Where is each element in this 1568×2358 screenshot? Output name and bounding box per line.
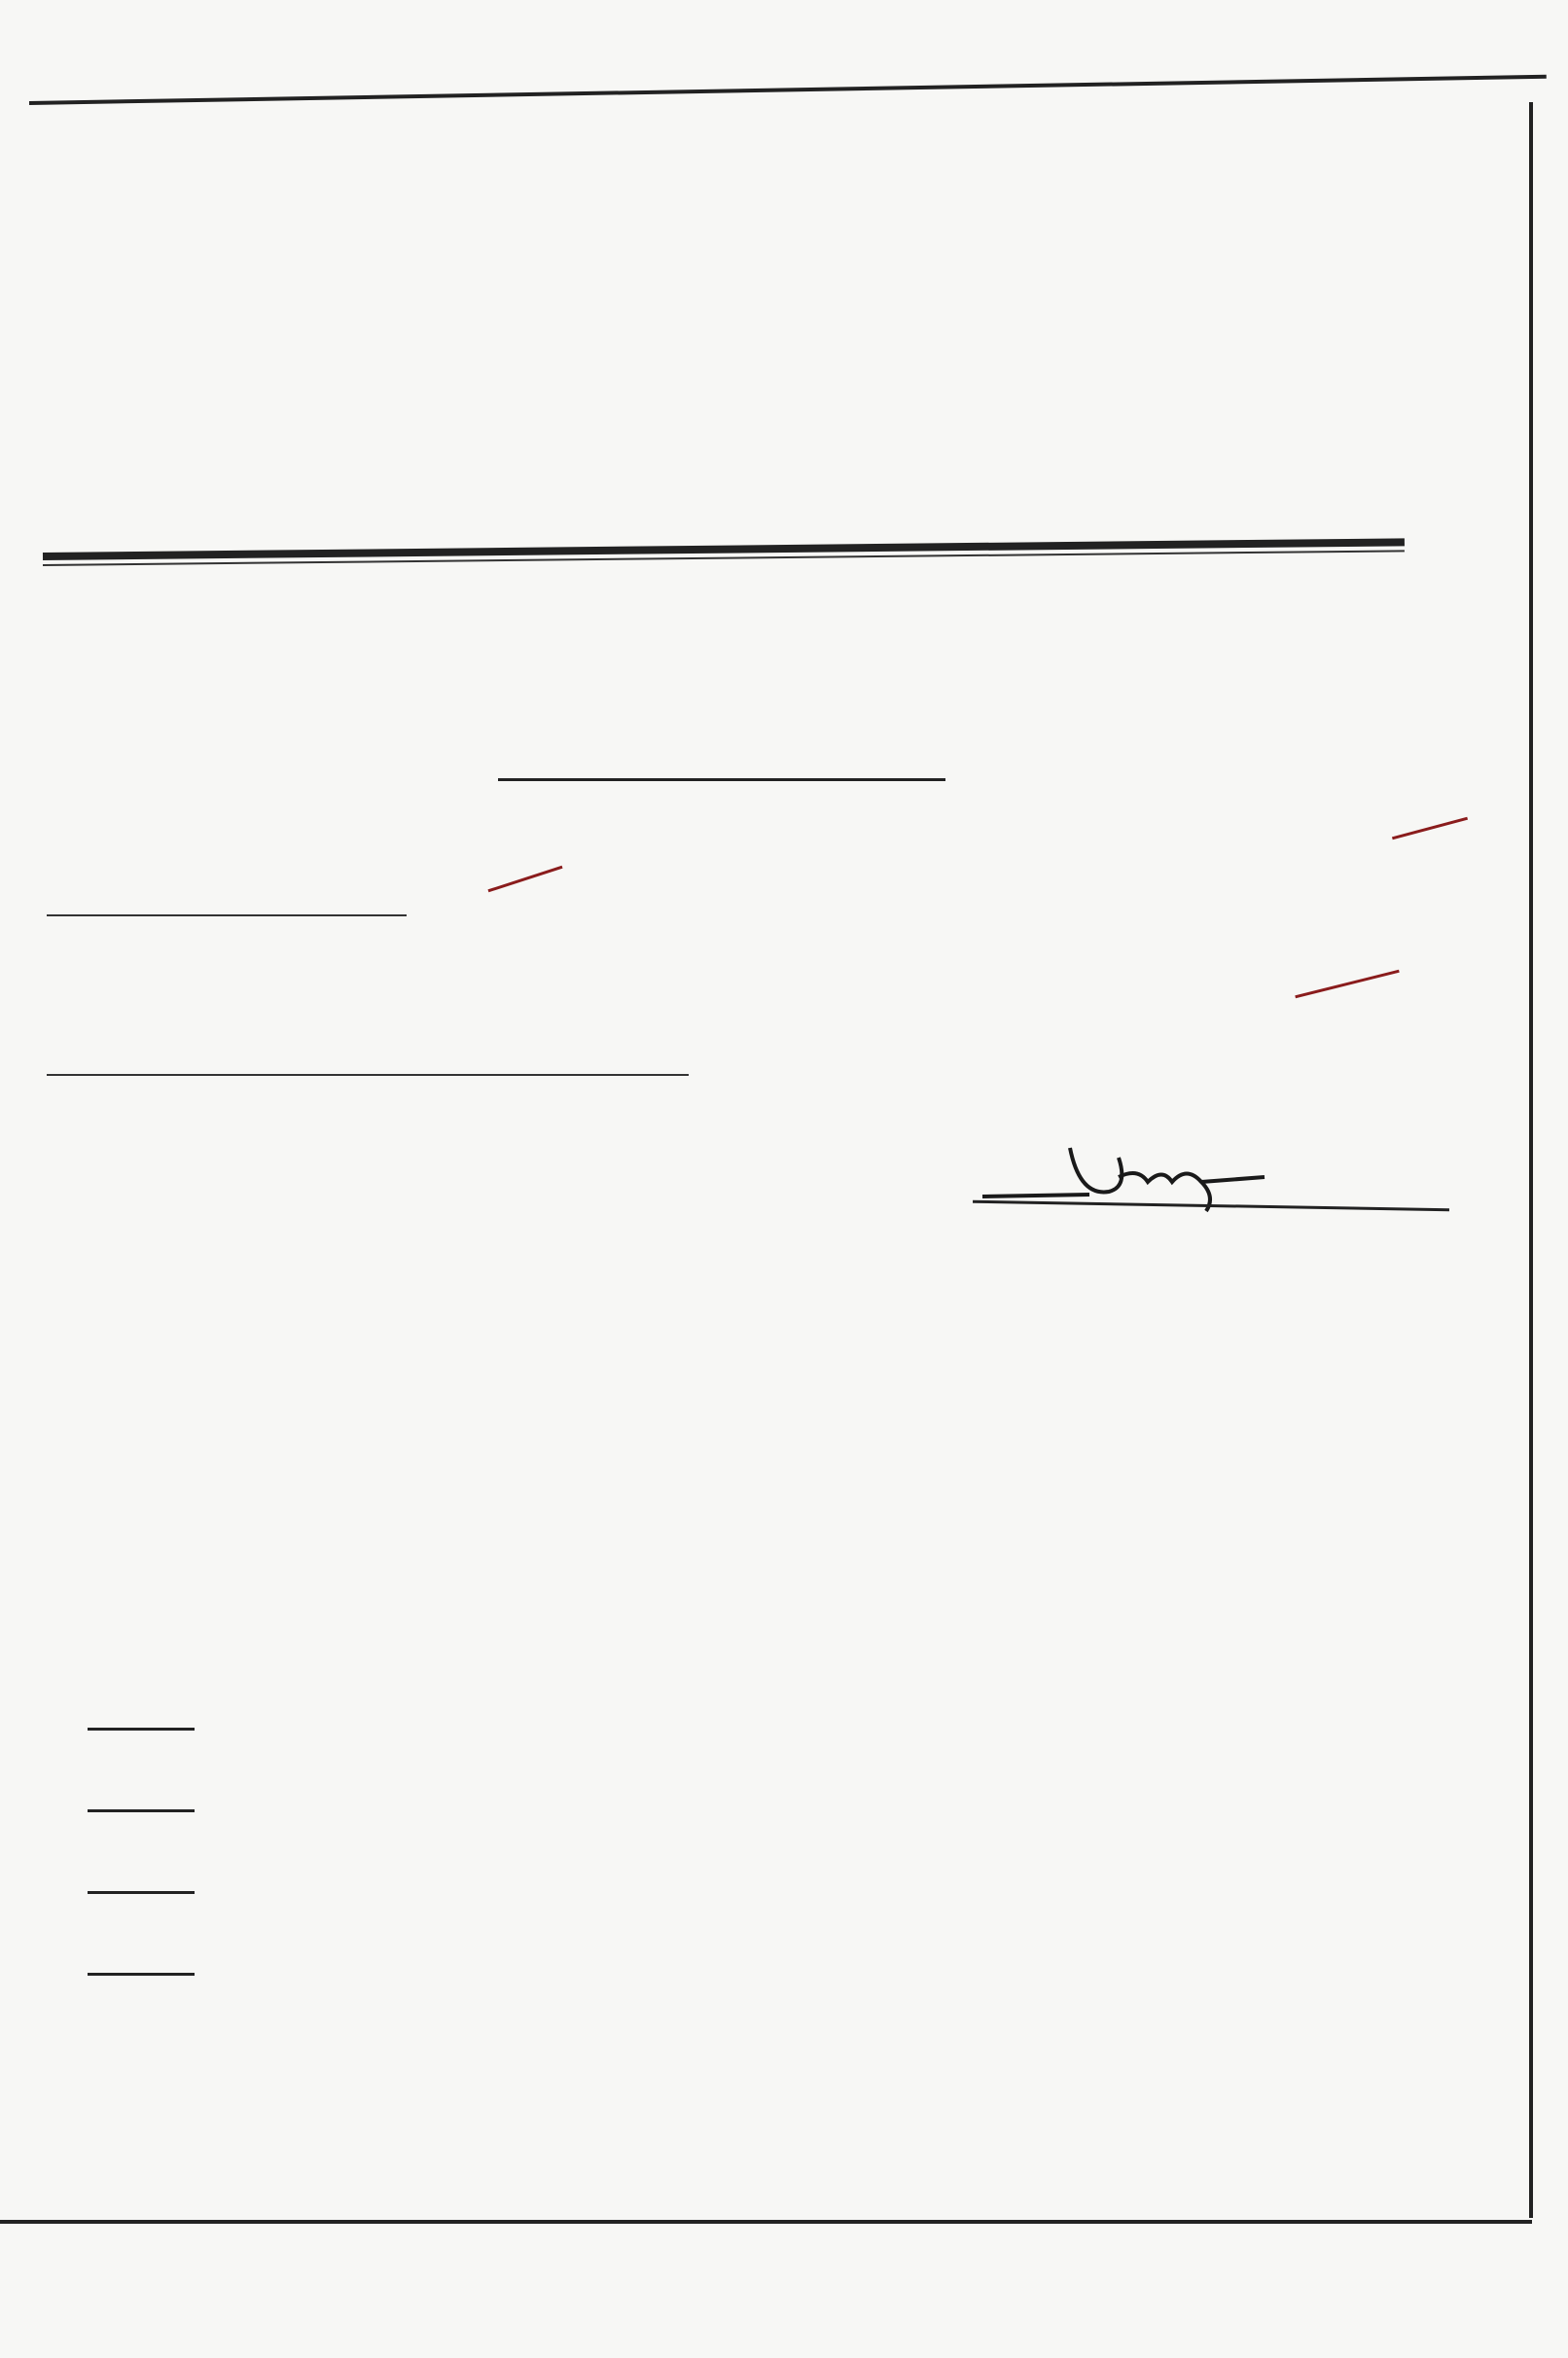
- boundary-dash: [88, 1728, 195, 1731]
- boundary-row: [58, 1944, 233, 1996]
- decorative-border-right: [1515, 97, 1568, 2228]
- boundary-dash: [88, 1891, 195, 1894]
- correction-tick: [487, 866, 562, 893]
- name-blank: [47, 891, 407, 916]
- title-underline: [498, 778, 945, 781]
- body-line-3: [47, 1051, 689, 1083]
- correction-tick: [1295, 970, 1399, 999]
- decorative-border-top: [0, 54, 1568, 112]
- frame-line-right: [1529, 102, 1533, 2218]
- boundary-row: [58, 1862, 233, 1914]
- boundary-row: [58, 1698, 233, 1751]
- property-blank: [397, 1051, 689, 1076]
- boundary-dash: [88, 1973, 195, 1976]
- correction-tick: [1392, 817, 1468, 840]
- boundary-row: [58, 1780, 233, 1833]
- village-blank: [47, 1051, 397, 1076]
- frame-line-bottom: [0, 2220, 1532, 2224]
- boundary-dash: [88, 1809, 195, 1812]
- decorative-border-bottom: [0, 2218, 1568, 2272]
- body-line-1: [47, 891, 951, 923]
